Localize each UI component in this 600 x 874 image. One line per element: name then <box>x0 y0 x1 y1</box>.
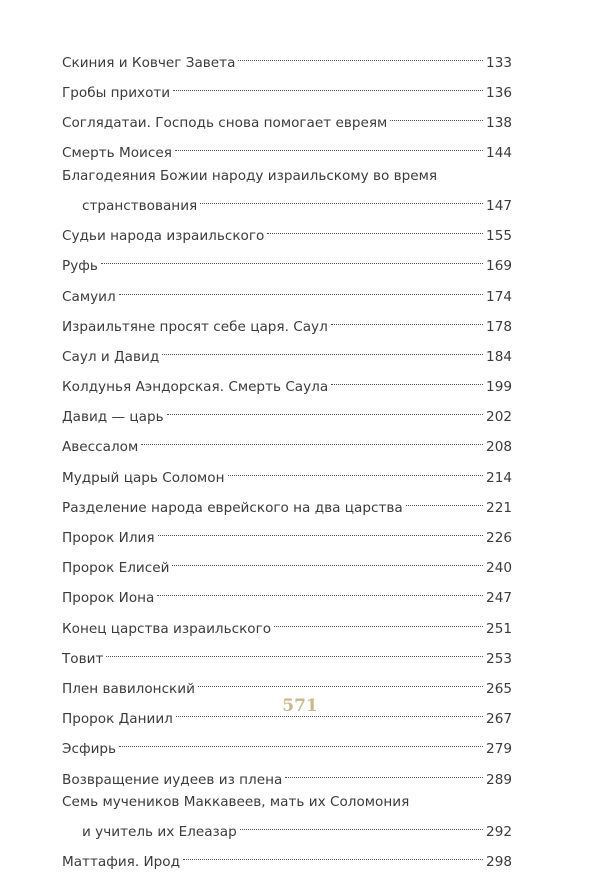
toc-entry-second-line <box>62 187 512 217</box>
toc-entry-title: Пророк Елисей <box>62 560 170 577</box>
toc-entry-title-line2: странствования <box>82 197 198 214</box>
toc-entry-title: Товит <box>62 650 104 667</box>
toc-entry <box>62 278 512 308</box>
toc-entry-page: 138 <box>486 114 512 131</box>
dot-leader <box>238 44 483 67</box>
toc-entry <box>62 429 512 459</box>
toc-entry-page: 247 <box>486 590 512 607</box>
toc-entry-title: Саул и Давид <box>62 348 160 365</box>
toc-entry-page: 298 <box>486 854 512 871</box>
dot-leader <box>173 74 483 97</box>
toc-entry-title: Возвращение иудеев из плена <box>62 771 283 788</box>
toc-entry <box>62 104 512 134</box>
toc-entry-page: 214 <box>486 469 512 486</box>
dot-leader <box>274 610 483 633</box>
toc-entry-page: 240 <box>486 560 512 577</box>
toc-entry-title: Разделение народа еврейского на два царства <box>62 499 403 516</box>
toc-entry-page: 147 <box>486 197 512 214</box>
dot-leader <box>183 844 483 867</box>
toc-entry-page: 208 <box>486 439 512 456</box>
toc-entry-page: 199 <box>486 379 512 396</box>
toc-entry-title: Пророк Даниил <box>62 711 173 728</box>
toc-entry <box>62 368 512 398</box>
toc-entry <box>62 519 512 549</box>
toc-entry-page: 202 <box>486 409 512 426</box>
dot-leader <box>106 640 483 663</box>
toc-entry-second-line <box>62 814 512 844</box>
toc-entry <box>62 399 512 429</box>
toc-entry-title: Соглядатаи. Господь снова помогает евреям <box>62 114 388 131</box>
toc-entry-page: 184 <box>486 348 512 365</box>
toc-entry <box>62 165 512 218</box>
toc-entry-title: Мудрый царь Соломон <box>62 469 225 486</box>
toc-entry-title-line1: Семь мучеников Маккавеев, мать их Соломония <box>62 794 410 811</box>
toc-entry-title: Судьи народа израильского <box>62 228 265 245</box>
dot-leader <box>200 187 483 210</box>
toc-entry <box>62 844 512 874</box>
toc-entry <box>62 338 512 368</box>
toc-entry-page: 251 <box>486 620 512 637</box>
toc-entry <box>62 610 512 640</box>
toc-entry-page: 279 <box>486 741 512 758</box>
toc-entry-title: Смерть Моисея <box>62 145 172 162</box>
toc-entry-title-line1: Благодеяния Божии народу израильскому во время <box>62 167 438 184</box>
toc-entry-page: 265 <box>486 680 512 697</box>
toc-entry-page: 169 <box>486 258 512 275</box>
toc-entry-title: Израильтяне просят себе царя. Саул <box>62 318 328 335</box>
page-number: 571 <box>282 696 318 716</box>
toc-entry <box>62 791 512 844</box>
toc-entry <box>62 44 512 74</box>
toc-entry-title: Эсфирь <box>62 741 117 758</box>
toc-entry-page: 221 <box>486 499 512 516</box>
dot-leader <box>157 580 483 603</box>
toc-entry-page: 267 <box>486 711 512 728</box>
toc-entry-title: Авессалом <box>62 439 139 456</box>
dot-leader <box>406 489 483 512</box>
toc-entry-title-line2: и учитель их Елеазар <box>82 824 237 841</box>
toc-entry <box>62 761 512 791</box>
toc-entry-page: 226 <box>486 530 512 546</box>
dot-leader <box>119 278 483 301</box>
toc-entry <box>62 218 512 248</box>
dot-leader <box>167 399 483 422</box>
dot-leader <box>267 218 483 241</box>
dot-leader <box>158 519 484 542</box>
toc-entry-page: 174 <box>486 288 512 305</box>
toc-entry <box>62 308 512 338</box>
toc-entry <box>62 550 512 580</box>
toc-entry-page: 133 <box>486 54 512 71</box>
dot-leader <box>101 248 483 271</box>
dot-leader <box>172 550 483 573</box>
toc-entry <box>62 135 512 165</box>
toc-entry-page: 144 <box>486 145 512 162</box>
dot-leader <box>285 761 483 784</box>
toc-entry <box>62 248 512 278</box>
toc-entry-title: Пророк Иона <box>62 590 155 607</box>
toc-entry-title: Руфь <box>62 258 98 275</box>
toc-entry-page: 155 <box>486 228 512 245</box>
dot-leader <box>198 670 483 693</box>
toc-entry-page: 136 <box>486 84 512 101</box>
toc-entry-title: Конец царства израильского <box>62 620 272 637</box>
toc-entry <box>62 731 512 761</box>
toc-entry-page: 292 <box>486 824 512 841</box>
toc-entry <box>62 580 512 610</box>
dot-leader <box>175 135 483 158</box>
dot-leader <box>331 368 483 391</box>
toc-entry-title: Гробы прихоти <box>62 84 171 101</box>
toc-entry-title: Плен вавилонский <box>62 680 195 697</box>
dot-leader <box>390 104 483 127</box>
dot-leader <box>162 338 483 361</box>
toc-entry <box>62 74 512 104</box>
toc-entry-page: 253 <box>486 650 512 667</box>
toc-entry-title: Скиния и Ковчег Завета <box>62 54 236 71</box>
toc-entry-title: Пророк Илия <box>62 530 155 546</box>
toc-entry <box>62 489 512 519</box>
toc-entry-page: 178 <box>486 318 512 335</box>
toc-entry-title: Колдунья Аэндорская. Смерть Саула <box>62 379 329 396</box>
toc-entry-title: Самуил <box>62 288 116 305</box>
toc-entry-title: Маттафия. Ирод <box>62 854 181 871</box>
dot-leader <box>331 308 483 331</box>
toc-entry <box>62 640 512 670</box>
dot-leader <box>141 429 483 452</box>
toc-entry-page: 289 <box>486 771 512 788</box>
dot-leader <box>240 814 483 837</box>
toc-entry-title: Давид — царь <box>62 409 164 426</box>
dot-leader <box>228 459 484 482</box>
toc-entry <box>62 459 512 489</box>
